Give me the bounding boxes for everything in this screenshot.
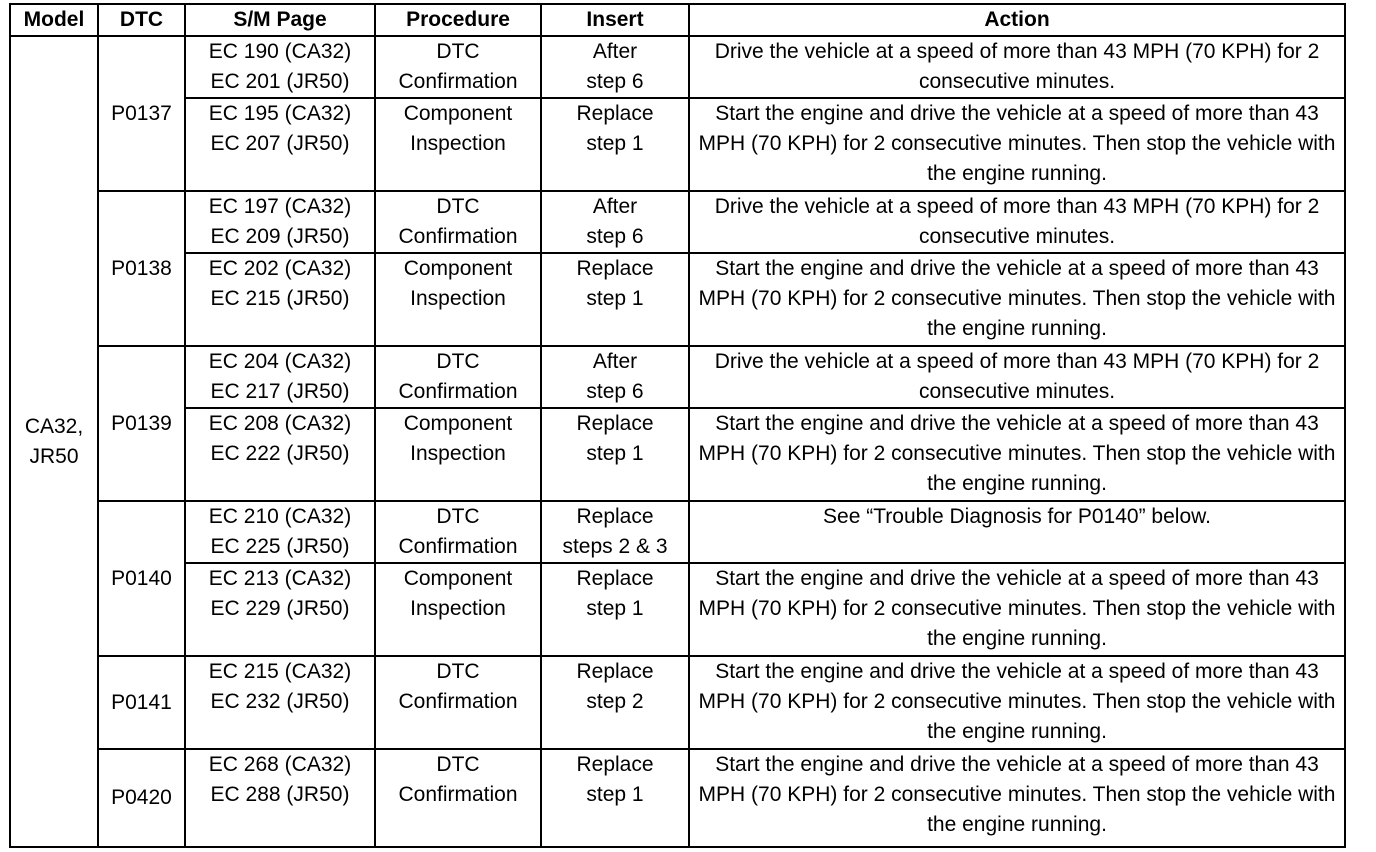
action-cell: Drive the vehicle at a speed of more than 43 MPH (70 KPH) for 2 consecutive minutes. <box>689 36 1345 98</box>
sm-page-line: EC 215 (CA32) <box>208 660 352 683</box>
insert-line: After <box>592 40 638 63</box>
table-row <box>10 98 1345 191</box>
table-row <box>10 346 1345 408</box>
action-cell: Start the engine and drive the vehicle at a speed of more than 43 MPH (70 KPH) for 2 consecutive minutes. Then stop the vehicle with the engine running. <box>689 656 1345 749</box>
model-cell <box>10 36 98 847</box>
sm-page-line: EC 210 (CA32) <box>208 505 352 528</box>
table-row <box>10 36 1345 98</box>
procedure-cell <box>375 36 541 98</box>
table-row <box>10 253 1345 346</box>
sm-page-line: EC 222 (JR50) <box>210 442 350 465</box>
insert-cell <box>541 501 689 563</box>
procedure-line: DTC <box>436 660 480 683</box>
table-row <box>10 749 1345 847</box>
header-dtc: DTC <box>98 4 185 36</box>
insert-line: Replace <box>576 257 654 280</box>
sm-page-line: EC 204 (CA32) <box>208 350 352 373</box>
header-sm-page: S/M Page <box>185 4 375 36</box>
insert-cell <box>541 346 689 408</box>
insert-line: step 6 <box>586 380 644 403</box>
sm-page-cell <box>185 408 375 501</box>
sm-page-line: EC 288 (JR50) <box>210 783 350 806</box>
procedure-line: DTC <box>436 753 480 776</box>
sm-page-cell <box>185 501 375 563</box>
procedure-cell <box>375 346 541 408</box>
sm-page-line: EC 202 (CA32) <box>208 257 352 280</box>
sm-page-cell <box>185 749 375 847</box>
action-cell: Start the engine and drive the vehicle at a speed of more than 43 MPH (70 KPH) for 2 consecutive minutes. Then stop the vehicle with the engine running. <box>689 749 1345 847</box>
insert-cell <box>541 408 689 501</box>
procedure-line: Component <box>403 567 513 590</box>
table-body <box>10 36 1345 847</box>
table-row <box>10 501 1345 563</box>
insert-line: step 1 <box>586 783 644 806</box>
insert-cell <box>541 191 689 253</box>
procedure-cell <box>375 98 541 191</box>
procedure-line: Inspection <box>410 132 506 155</box>
insert-line: step 1 <box>586 442 644 465</box>
procedure-cell <box>375 191 541 253</box>
sm-page-cell <box>185 36 375 98</box>
dtc-cell: P0140 <box>98 501 185 656</box>
insert-line: step 6 <box>586 70 644 93</box>
action-cell: Start the engine and drive the vehicle at a speed of more than 43 MPH (70 KPH) for 2 consecutive minutes. Then stop the vehicle with the engine running. <box>689 563 1345 656</box>
sm-page-line: EC 197 (CA32) <box>208 195 352 218</box>
sm-page-cell <box>185 98 375 191</box>
table-row <box>10 408 1345 501</box>
procedure-line: Confirmation <box>398 535 518 558</box>
dtc-cell: P0138 <box>98 191 185 346</box>
procedure-line: Confirmation <box>398 225 518 248</box>
action-cell: Start the engine and drive the vehicle at a speed of more than 43 MPH (70 KPH) for 2 consecutive minutes. Then stop the vehicle with the engine running. <box>689 98 1345 191</box>
header-action: Action <box>689 4 1345 36</box>
insert-line: Replace <box>576 102 654 125</box>
sm-page-line: EC 213 (CA32) <box>208 567 352 590</box>
procedure-cell <box>375 501 541 563</box>
procedure-line: Inspection <box>410 597 506 620</box>
sm-page-line: EC 209 (JR50) <box>210 225 350 248</box>
sm-page-line: EC 195 (CA32) <box>208 102 352 125</box>
insert-line: After <box>592 195 638 218</box>
procedure-line: DTC <box>436 195 480 218</box>
insert-line: steps 2 & 3 <box>562 535 668 558</box>
procedure-line: Confirmation <box>398 70 518 93</box>
header-procedure: Procedure <box>375 4 541 36</box>
header-insert: Insert <box>541 4 689 36</box>
sm-page-line: EC 268 (CA32) <box>208 753 352 776</box>
insert-line: Replace <box>576 567 654 590</box>
insert-line: Replace <box>576 660 654 683</box>
insert-cell <box>541 563 689 656</box>
sm-page-line: EC 201 (JR50) <box>210 70 350 93</box>
procedure-line: DTC <box>436 40 480 63</box>
insert-cell <box>541 36 689 98</box>
sm-page-line: EC 229 (JR50) <box>210 597 350 620</box>
dtc-procedure-table <box>9 3 1346 848</box>
sm-page-line: EC 232 (JR50) <box>210 690 350 713</box>
model-line: CA32, <box>24 414 84 438</box>
table-row <box>10 563 1345 656</box>
sm-page-cell <box>185 346 375 408</box>
action-cell: Start the engine and drive the vehicle at a speed of more than 43 MPH (70 KPH) for 2 consecutive minutes. Then stop the vehicle with the engine running. <box>689 253 1345 346</box>
procedure-line: DTC <box>436 350 480 373</box>
insert-cell <box>541 749 689 847</box>
procedure-line: Inspection <box>410 442 506 465</box>
dtc-cell: P0137 <box>98 36 185 191</box>
header-row <box>10 4 1345 36</box>
sm-page-line: EC 217 (JR50) <box>210 380 350 403</box>
table-row <box>10 191 1345 253</box>
dtc-cell: P0141 <box>98 656 185 749</box>
dtc-cell: P0139 <box>98 346 185 501</box>
sm-page-cell <box>185 191 375 253</box>
action-cell: Start the engine and drive the vehicle at a speed of more than 43 MPH (70 KPH) for 2 consecutive minutes. Then stop the vehicle with the engine running. <box>689 408 1345 501</box>
sm-page-line: EC 215 (JR50) <box>210 287 350 310</box>
insert-cell <box>541 253 689 346</box>
insert-line: Replace <box>576 753 654 776</box>
insert-cell <box>541 656 689 749</box>
insert-line: step 2 <box>586 690 644 713</box>
action-cell: Drive the vehicle at a speed of more than 43 MPH (70 KPH) for 2 consecutive minutes. <box>689 346 1345 408</box>
header-model: Model <box>10 4 98 36</box>
procedure-cell <box>375 749 541 847</box>
insert-line: step 1 <box>586 132 644 155</box>
dtc-cell: P0420 <box>98 749 185 847</box>
sm-page-cell <box>185 253 375 346</box>
table-row <box>10 656 1345 749</box>
action-cell: See “Trouble Diagnosis for P0140” below. <box>689 501 1345 563</box>
sm-page-line: EC 225 (JR50) <box>210 535 350 558</box>
sm-page-cell <box>185 563 375 656</box>
sm-page-cell <box>185 656 375 749</box>
procedure-line: Component <box>403 412 513 435</box>
procedure-cell <box>375 563 541 656</box>
procedure-line: Confirmation <box>398 690 518 713</box>
procedure-cell <box>375 408 541 501</box>
sm-page-line: EC 190 (CA32) <box>208 40 352 63</box>
insert-line: step 1 <box>586 597 644 620</box>
procedure-line: Component <box>403 102 513 125</box>
action-cell: Drive the vehicle at a speed of more than 43 MPH (70 KPH) for 2 consecutive minutes. <box>689 191 1345 253</box>
sm-page-line: EC 207 (JR50) <box>210 132 350 155</box>
insert-cell <box>541 98 689 191</box>
insert-line: step 1 <box>586 287 644 310</box>
insert-line: After <box>592 350 638 373</box>
insert-line: Replace <box>576 505 654 528</box>
insert-line: step 6 <box>586 225 644 248</box>
procedure-line: DTC <box>436 505 480 528</box>
procedure-line: Confirmation <box>398 380 518 403</box>
procedure-line: Confirmation <box>398 783 518 806</box>
procedure-cell <box>375 253 541 346</box>
procedure-cell <box>375 656 541 749</box>
insert-line: Replace <box>576 412 654 435</box>
sm-page-line: EC 208 (CA32) <box>208 412 352 435</box>
procedure-line: Inspection <box>410 287 506 310</box>
model-line: JR50 <box>29 444 79 468</box>
procedure-line: Component <box>403 257 513 280</box>
